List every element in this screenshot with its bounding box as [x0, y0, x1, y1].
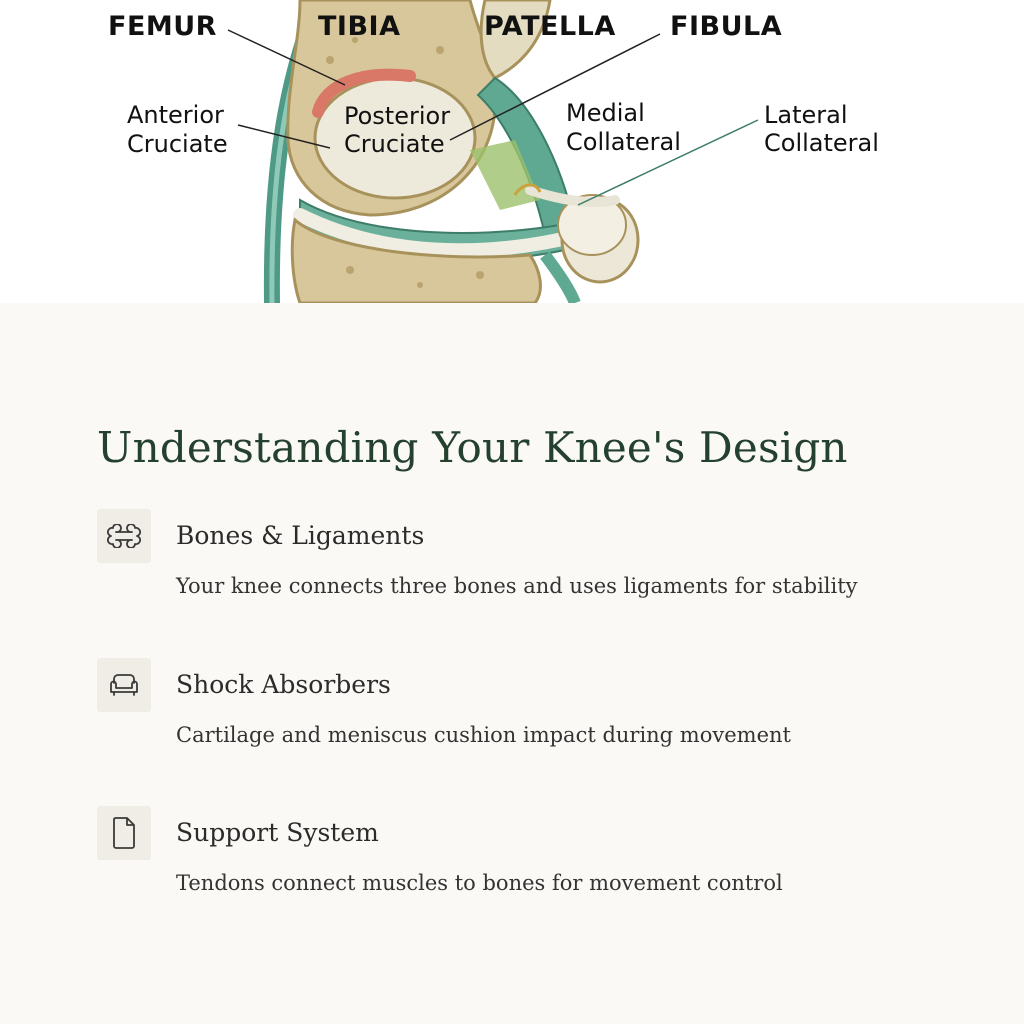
- feature-title: Bones & Ligaments: [176, 521, 425, 550]
- icon-box: [97, 509, 151, 563]
- icon-box: [97, 658, 151, 712]
- label-posterior-cruciate-line1: Posterior: [344, 102, 451, 130]
- page-title: Understanding Your Knee's Design: [97, 423, 848, 472]
- content-section: [0, 303, 1024, 1024]
- label-lateral-collateral-line1: Lateral: [764, 101, 848, 129]
- label-lateral-collateral-line2: Collateral: [764, 129, 879, 157]
- label-medial-collateral-line1: Medial: [566, 99, 645, 127]
- label-medial-collateral-line2: Collateral: [566, 128, 681, 156]
- feature-item-bones-ligaments: [97, 509, 977, 619]
- document-icon: [111, 816, 137, 850]
- feature-description: Your knee connects three bones and uses ligaments for stability: [176, 574, 858, 598]
- label-posterior-cruciate-line2: Cruciate: [344, 130, 445, 158]
- knee-anatomy-illustration: [0, 0, 1024, 303]
- bone-icon: [107, 524, 141, 548]
- label-anterior-cruciate-line1: Anterior: [127, 101, 224, 129]
- feature-title: Support System: [176, 818, 379, 847]
- label-tibia: TIBIA: [318, 11, 401, 42]
- feature-title: Shock Absorbers: [176, 670, 391, 699]
- label-patella: PATELLA: [484, 11, 616, 42]
- feature-description: Tendons connect muscles to bones for movement control: [176, 871, 783, 895]
- label-fibula: FIBULA: [670, 11, 783, 42]
- feature-item-shock-absorbers: [97, 658, 977, 768]
- feature-item-support-system: [97, 806, 977, 916]
- label-femur: FEMUR: [108, 11, 217, 42]
- label-anterior-cruciate-line2: Cruciate: [127, 130, 228, 158]
- sofa-icon: [107, 672, 141, 698]
- feature-description: Cartilage and meniscus cushion impact during movement: [176, 723, 791, 747]
- icon-box: [97, 806, 151, 860]
